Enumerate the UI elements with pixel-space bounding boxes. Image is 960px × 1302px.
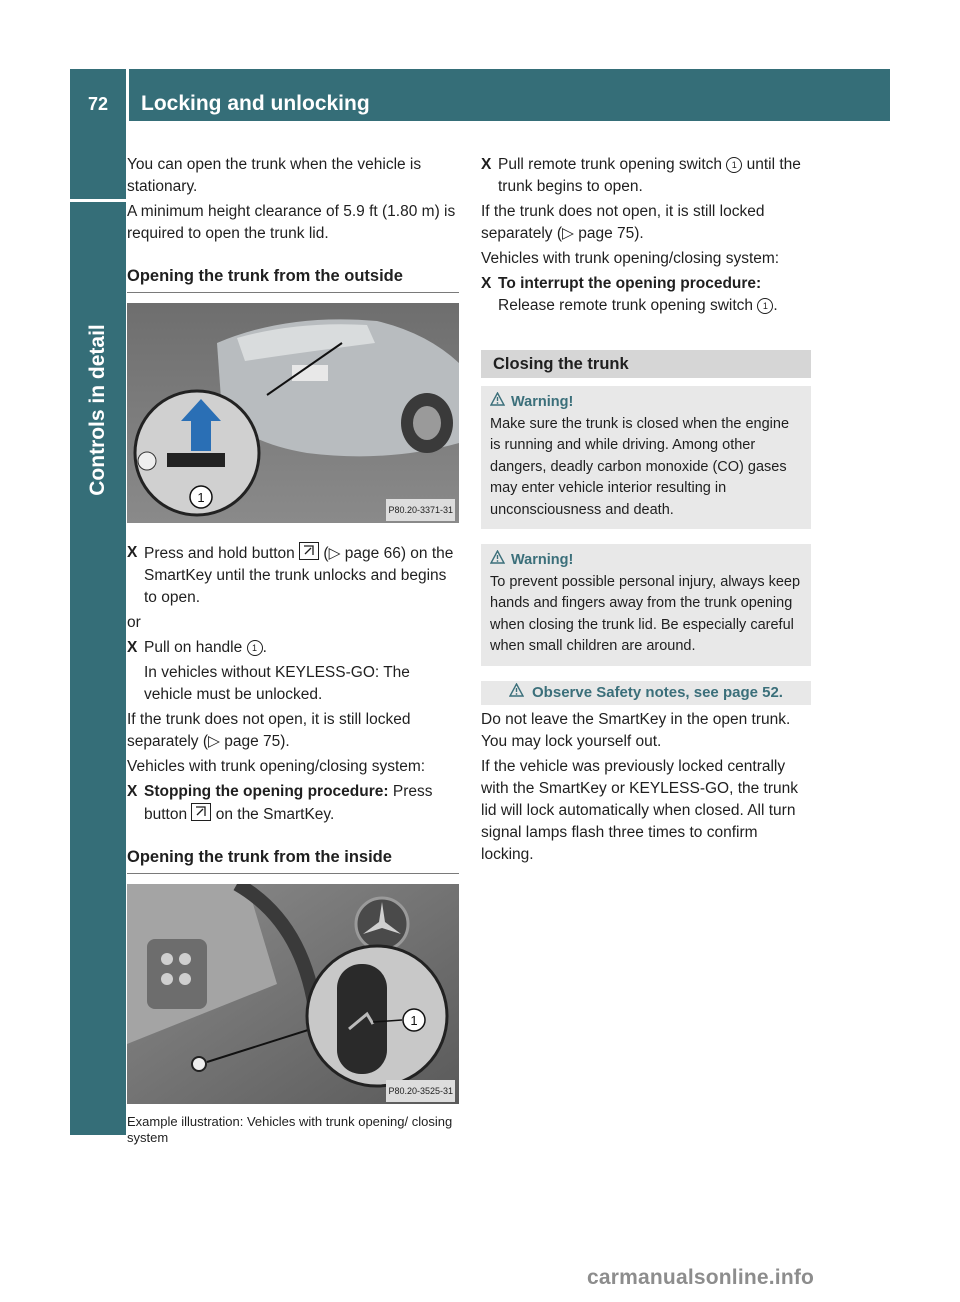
or-text: or: [127, 614, 141, 631]
photo-caption: Example illustration: Vehicles with trunk opening/ closing system: [127, 1114, 453, 1145]
photo-code: P80.20-3525-31: [386, 1080, 455, 1102]
callout-1-icon: 1: [247, 640, 263, 656]
step-pull-switch: X Pull remote trunk opening switch 1 until the trunk begins to open.: [481, 156, 801, 195]
intro-paragraph: You can open the trunk when the vehicle is stationary.: [127, 156, 422, 195]
warning-box: Warning! To prevent possible personal injury, always keep hands and fingers away from the trunk opening when closing the trunk lid. Be especially careful when small children are around.: [481, 544, 811, 666]
warning-triangle-icon: [490, 392, 505, 414]
photo-callout: 1: [197, 490, 205, 505]
warning-triangle-icon: [490, 550, 505, 572]
warning-triangle-icon: [509, 682, 524, 704]
step-pull-handle: X Pull on handle 1 .: [127, 637, 459, 659]
callout-1-icon: 1: [726, 157, 742, 173]
step-marker-icon: X: [127, 544, 138, 561]
step-interrupt: X To interrupt the opening procedure: Release remote trunk opening switch 1 .: [481, 275, 778, 314]
trunk-button-icon: [299, 542, 319, 560]
right-column: [481, 154, 811, 869]
not-open-paragraph: If the trunk does not open, it is still locked separately (▷ page 75).: [481, 203, 765, 242]
interior-switch-photo: [127, 884, 459, 1104]
smartkey-paragraph: Do not leave the SmartKey in the open trunk. You may lock yourself out.: [481, 710, 791, 750]
vehicles-with-paragraph: Vehicles with trunk opening/closing system:: [481, 250, 780, 267]
photo-callout: 1: [410, 1013, 418, 1028]
section-heading-outside: Opening the trunk from the outside: [127, 265, 459, 293]
photo-code: P80.20-3371-31: [386, 499, 455, 521]
warning-text: To prevent possible personal injury, always keep hands and fingers away from the trunk opening when closing the trunk lid. Be especially careful when small children are around.: [490, 573, 801, 654]
intro-paragraph: A minimum height clearance of 5.9 ft (1.80 m) is required to open the trunk lid.: [127, 203, 456, 242]
warning-box: Warning! Make sure the trunk is closed when the engine is running and while driving. Among other dangers, deadly carbon monoxide (CO) gases may enter vehicle interior resulting in unconsciousness and death.: [481, 386, 811, 529]
step-note: In vehicles without KEYLESS-GO: The vehicle must be unlocked.: [144, 664, 410, 703]
side-tab: [70, 121, 126, 1135]
callout-1-icon: 1: [757, 298, 773, 314]
section-heading-closing: Closing the trunk: [481, 350, 811, 378]
not-open-paragraph: If the trunk does not open, it is still locked separately (▷ page 75).: [127, 711, 411, 750]
step-press-button: X Press and hold button (▷ page 66) on the SmartKey until the trunk unlocks and begins to open.: [127, 544, 454, 606]
step-marker-icon: X: [127, 783, 138, 800]
left-column: [127, 154, 459, 1146]
step-stop-opening: X Stopping the opening procedure: Press button on the SmartKey.: [127, 783, 433, 823]
warning-text: Make sure the trunk is closed when the engine is running and while driving. Among other dangers, deadly carbon monoxide (CO) gases may enter vehicle interior resulting in unconsciousness and death.: [490, 415, 790, 518]
trunk-button-icon: [191, 803, 211, 821]
watermark: carmanualsonline.info: [587, 1266, 815, 1289]
step-marker-icon: X: [481, 275, 492, 292]
side-tab-label: Controls in detail: [86, 324, 109, 496]
step-marker-icon: X: [481, 156, 492, 173]
header-separator: [126, 69, 129, 121]
autolock-paragraph: If the vehicle was previously locked centrally with the SmartKey or KEYLESS-GO, the trunk lid will lock automatically when closed. All turn signal lamps flash three times to confirm locking.: [481, 757, 799, 863]
trunk-exterior-photo: [127, 303, 459, 523]
side-tab-divider: [70, 199, 126, 202]
section-heading-inside: Opening the trunk from the inside: [127, 846, 459, 874]
page-number: 72: [87, 94, 109, 114]
page-title: Locking and unlocking: [141, 92, 370, 115]
step-marker-icon: X: [127, 639, 138, 656]
vehicles-with-paragraph: Vehicles with trunk opening/closing system:: [127, 758, 426, 775]
safety-notes-link: Observe Safety notes, see page 52.: [481, 681, 811, 705]
